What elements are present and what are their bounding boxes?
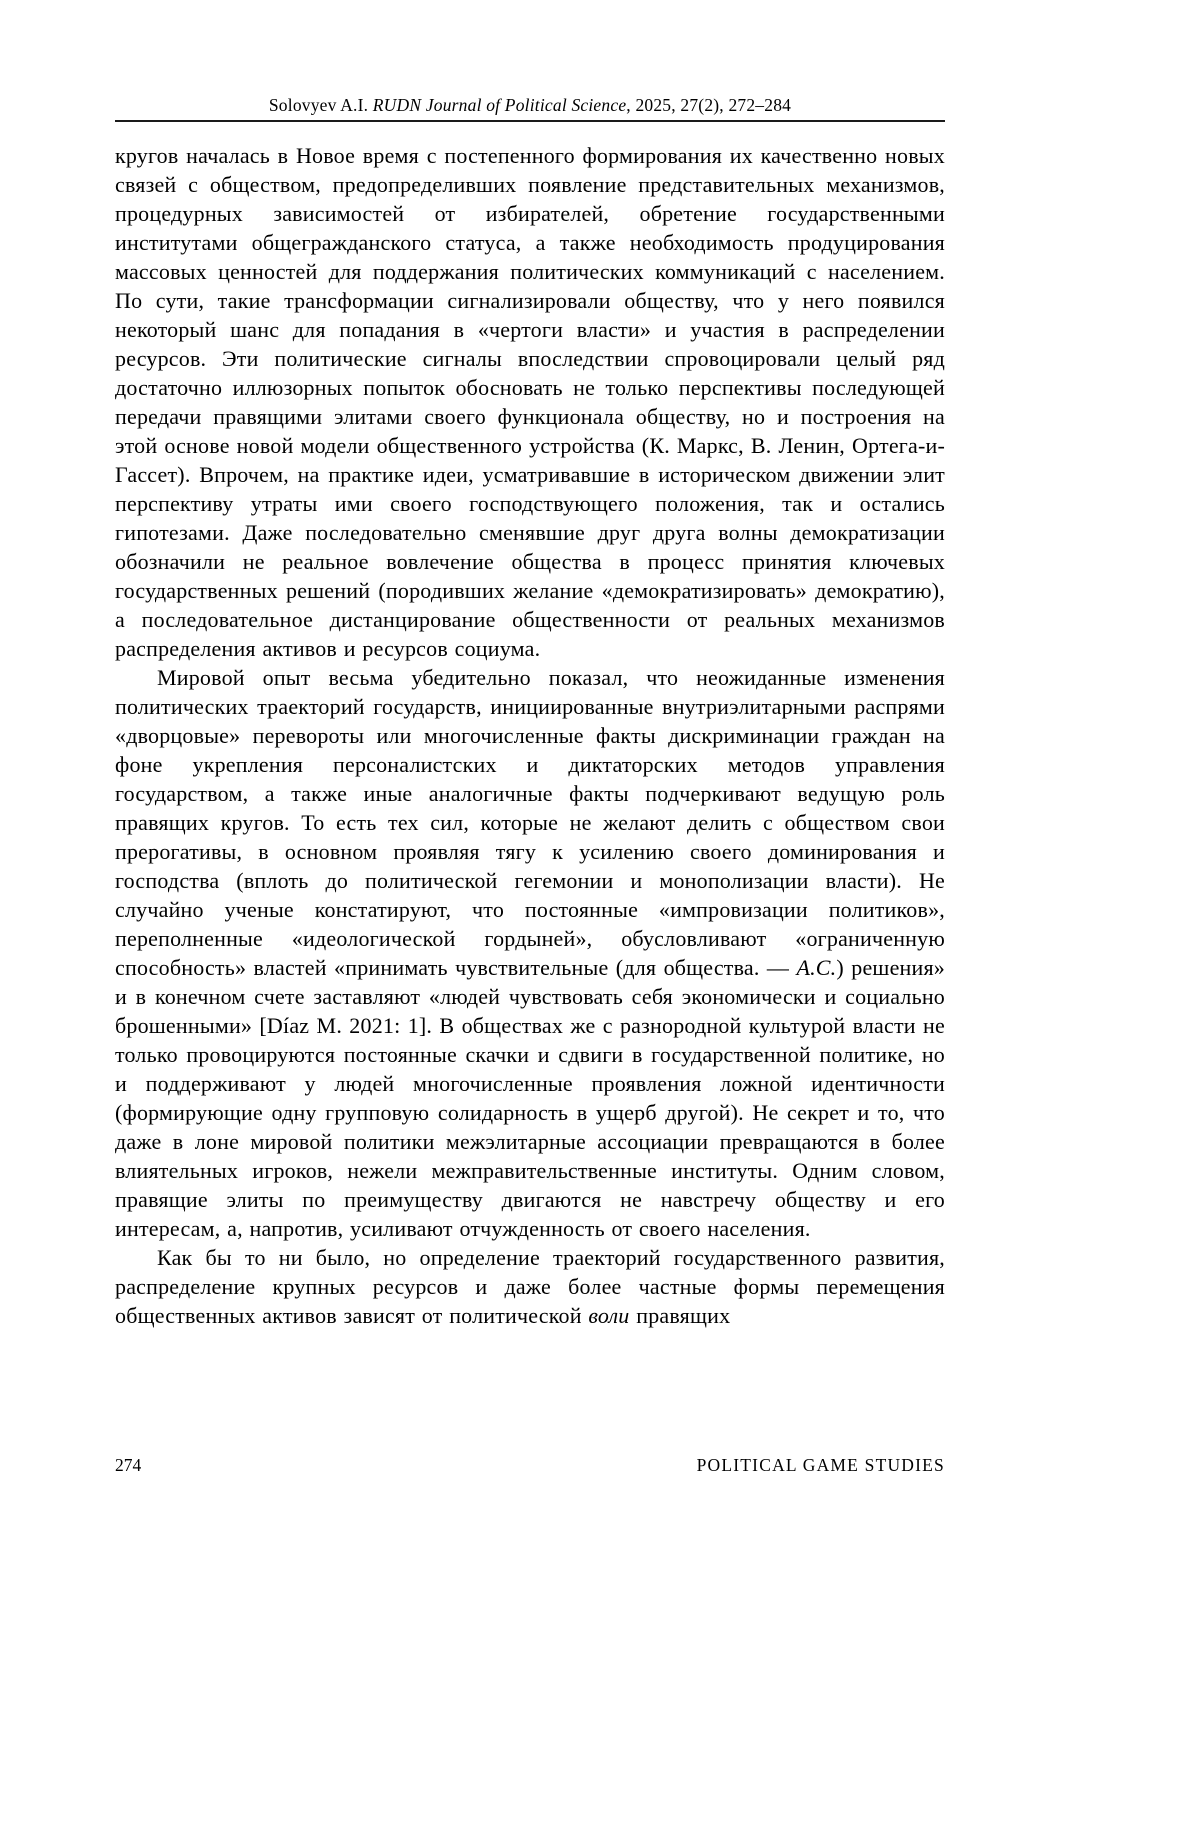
text-run: Мировой опыт весьма убедительно показал, что неожиданные изменения политических траекторий государств, инициированные внутриэлитарными распрями «дворцовые» перевороты или многочисленные факты дискриминации граждан на фоне укрепления персоналистских и диктаторских методов управления государством, а также иные аналогичные факты подчеркивают ведущую роль правящих кругов. То есть тех сил, которые не желают делить с обществом свои прерогативы, в основном проявляя тягу к усилению своего доминирования и господства (вплоть до политической гегемонии и монополизации власти). Не случайно ученые констатируют, что постоянные «импровизации политиков», переполненные «идеологической гордыней», обусловливают «ограниченную способность» властей «принимать чувствительные (для общества. — [115, 665, 945, 980]
header-rule [115, 120, 945, 122]
text-run: правящих [629, 1303, 731, 1328]
italic-text-run: воли [588, 1303, 630, 1328]
text-run: кругов началась в Новое время с постепенного формирования их качественно новых связей с обществом, предопределивших появление представительных механизмов, процедурных зависимостей от избирателей, обретение государственными институтами общегражданского статуса, а также необходимость продуцирования массовых ценностей для поддержания политических коммуникаций с населением. По сути, такие трансформации сигнализировали обществу, что у него появился некоторый шанс для попадания в «чертоги власти» и участия в распределении ресурсов. Эти политические сигналы впоследствии спровоцировали целый ряд достаточно иллюзорных попыток обосновать не только перспективы последующей передачи правящими элитами своего функционала обществу, но и построения на этой основе новой модели общественного устройства (К. Маркс, В. Ленин, Ортега-и-Гассет). Впрочем, на практике идеи, усматривавшие в историческом движении элит перспективу утраты ими своего господствующего положения, так и остались гипотезами. Даже последовательно сменявшие друг друга волны демократизации обозначили не реальное вовлечение общества в процесс принятия ключевых государственных решений (породивших желание «демократизировать» демократию), а последовательное дистанцирование общественности от реальных механизмов распределения активов и ресурсов социума. [115, 143, 945, 661]
paragraph [115, 141, 945, 663]
running-footer [115, 1455, 945, 1476]
header-issue-info: , 2025, 27(2), 272–284 [626, 95, 792, 115]
paragraph [115, 663, 945, 1243]
running-header [115, 95, 945, 116]
text-run: ) решения» и в конечном счете заставляют «людей чувствовать себя экономически и социально брошенными» [Díaz M. 2021: 1]. В обществах же с разнородной культурой власти не только провоцируются постоянные скачки и сдвиги в государственной политике, но и поддерживают у людей многочисленные проявления ложной идентичности (формирующие одну групповую солидарность в ущерб другой). Не секрет и то, что даже в лоне мировой политики межэлитарные ассоциации превращаются в более влиятельных игроков, нежели межправительственные институты. Одним словом, правящие элиты по преимуществу двигаются не навстречу обществу и его интересам, а, напротив, усиливают отчужденность от своего населения. [115, 955, 946, 1241]
paragraph [115, 1243, 945, 1330]
header-journal-title: RUDN Journal of Political Science [372, 95, 627, 115]
italic-text-run: А.С. [796, 955, 837, 980]
text-run: Как бы то ни было, но определение траекторий государственного развития, распределение крупных ресурсов и даже более частные формы перемещения общественных активов зависят от политической [115, 1245, 945, 1328]
footer-section-title: POLITICAL GAME STUDIES [696, 1455, 945, 1475]
header-author: Solovyev A.I. [268, 95, 373, 115]
page-number: 274 [115, 1455, 142, 1475]
article-body [115, 141, 945, 1330]
